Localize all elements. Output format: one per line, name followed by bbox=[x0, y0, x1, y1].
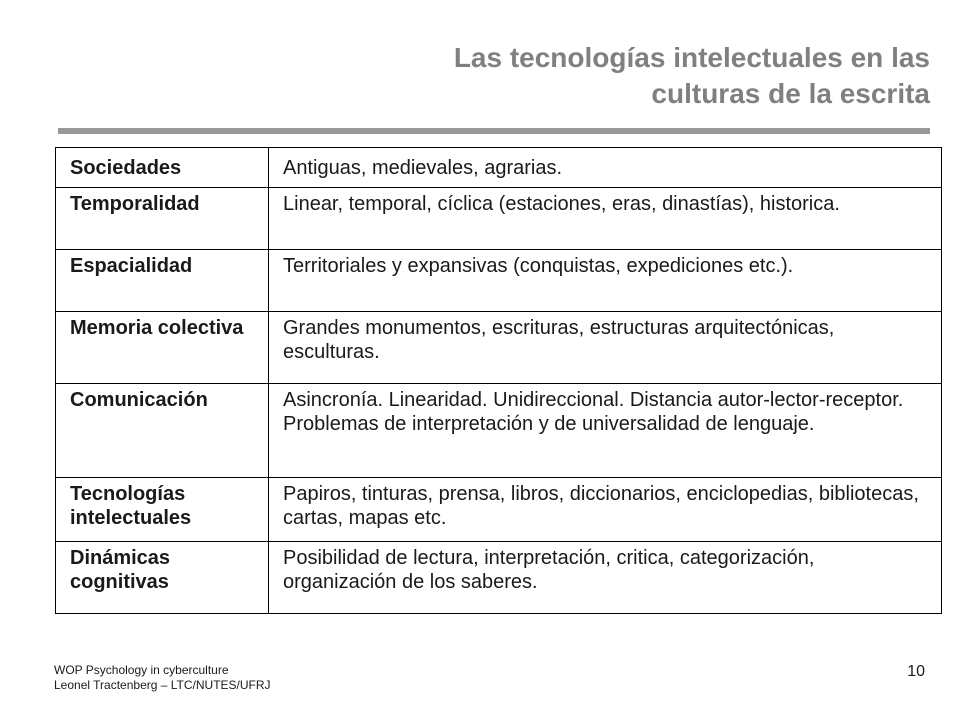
row-description: Papiros, tinturas, prensa, libros, diccionarios, enciclopedias, bibliotecas, cartas, mapas etc. bbox=[269, 478, 942, 542]
row-label: Comunicación bbox=[56, 384, 269, 478]
page-number: 10 bbox=[907, 663, 925, 680]
row-label: Memoria colectiva bbox=[56, 312, 269, 384]
row-description: Linear, temporal, cíclica (estaciones, eras, dinastías), historica. bbox=[269, 188, 942, 250]
row-label: Tecnologías intelectuales bbox=[56, 478, 269, 542]
comparison-table bbox=[55, 147, 942, 614]
slide-title bbox=[230, 40, 930, 112]
table-row bbox=[56, 148, 942, 188]
slide-title-line-1: Las tecnologías intelectuales en las bbox=[453, 42, 930, 73]
row-description: Asincronía. Linearidad. Unidireccional. Distancia autor-lector-receptor. Problemas de interpretación y de universalidad de lenguaje. bbox=[269, 384, 942, 478]
row-label: Espacialidad bbox=[56, 250, 269, 312]
table-row bbox=[56, 384, 942, 478]
row-label: Dinámicas cognitivas bbox=[56, 542, 269, 614]
slide-title-line-2: culturas de la escrita bbox=[651, 78, 930, 109]
row-description: Territoriales y expansivas (conquistas, expediciones etc.). bbox=[269, 250, 942, 312]
table-row bbox=[56, 250, 942, 312]
table-row bbox=[56, 312, 942, 384]
row-label: Sociedades bbox=[56, 148, 269, 188]
row-description: Posibilidad de lectura, interpretación, critica, categorización, organización de los saberes. bbox=[269, 542, 942, 614]
row-description: Grandes monumentos, escrituras, estructuras arquitectónicas, esculturas. bbox=[269, 312, 942, 384]
footer-course: WOP Psychology in cyberculture bbox=[54, 663, 229, 677]
title-divider bbox=[58, 128, 930, 134]
table-row bbox=[56, 478, 942, 542]
table-row bbox=[56, 188, 942, 250]
row-description: Antiguas, medievales, agrarias. bbox=[269, 148, 942, 188]
slide-footer bbox=[54, 663, 271, 693]
row-label: Temporalidad bbox=[56, 188, 269, 250]
table-row bbox=[56, 542, 942, 614]
footer-author: Leonel Tractenberg – LTC/NUTES/UFRJ bbox=[54, 678, 271, 692]
